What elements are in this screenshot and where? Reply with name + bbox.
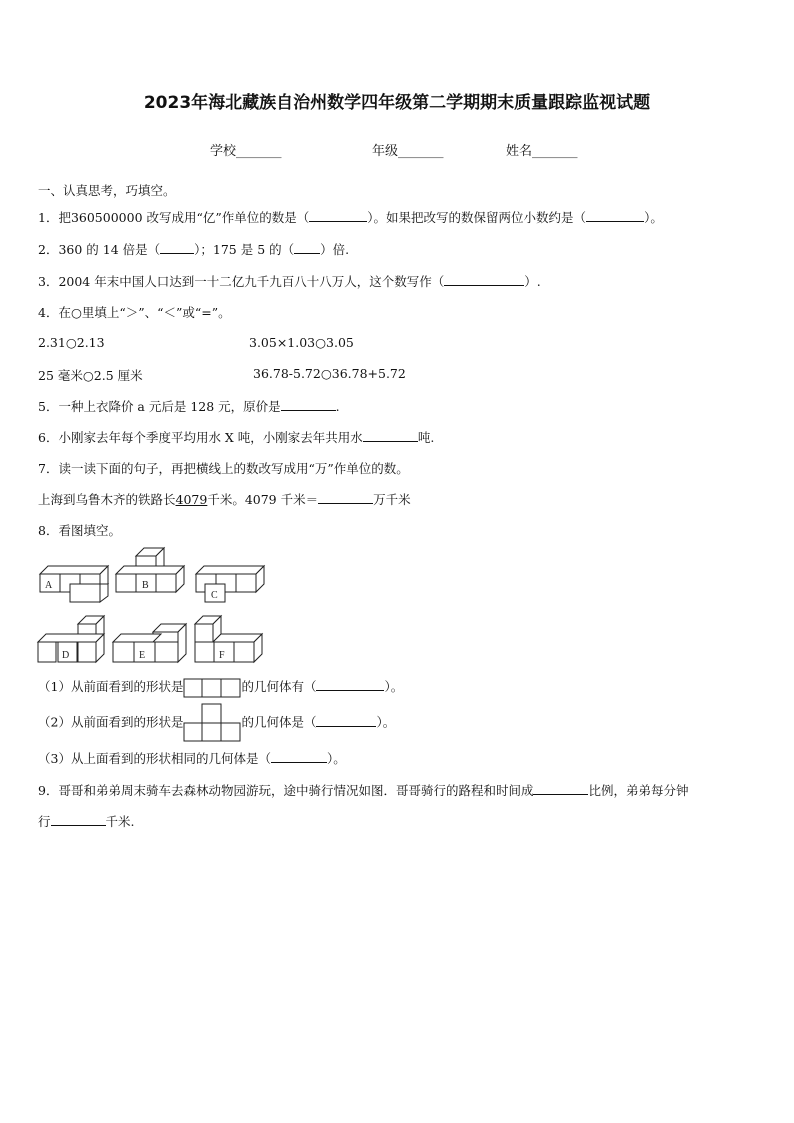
shape-label: E [139,650,146,661]
question-3: 3．2004 年末中国人口达到一十二亿九千九百八十八万人，这个数写作（ ）. [38,274,541,289]
front-view-shape-2 [183,703,241,743]
school-field: 学校_______ [210,144,282,159]
question-8-2: （2）从前面看到的形状是 的几何体是（ ）。 [38,703,395,743]
question-4: 4．在○里填上“＞”、“＜”或“=”。 [38,305,231,320]
solid-e [113,624,186,662]
question-7-line: 上海到乌鲁木齐的铁路长4079千米。4079 千米＝ 万千米 [38,492,411,507]
solid-b [116,548,184,592]
answer-blank [271,749,327,763]
answer-blank [309,208,367,222]
name-field: 姓名_______ [506,144,578,159]
shape-label: C [211,590,218,601]
answer-blank [316,713,376,727]
section-heading: 一、认真思考，巧填空。 [38,183,176,198]
answer-blank [318,490,373,504]
question-9-cont: 行 千米. [38,814,135,829]
solid-f [195,616,262,662]
question-5: 5．一种上衣降价 a 元后是 128 元，原价是 . [38,399,340,414]
cube-figures [0,540,300,670]
answer-blank [533,781,588,795]
front-view-shape-1 [183,678,241,698]
question-8: 8．看图填空。 [38,523,121,538]
compare-item-a: 2.31○2.13 [38,335,105,350]
question-7: 7．读一读下面的句子，再把横线上的数改写成用“万”作单位的数。 [38,461,409,476]
answer-blank [586,208,644,222]
question-6: 6．小刚家去年每个季度平均用水 X 吨，小刚家去年共用水 吨. [38,430,435,445]
grade-field: 年级_______ [372,144,444,159]
answer-blank [444,272,524,286]
solid-a [40,566,108,602]
page-title: 2023年海北藏族自治州数学四年级第二学期期末质量跟踪监视试题 [143,93,651,113]
question-1: 1．把360500000 改写成用“亿”作单位的数是（ ）。如果把改写的数保留两位小数约是（ ）。 [38,210,663,225]
answer-blank [281,397,336,411]
answer-blank [363,428,418,442]
question-2: 2．360 的 14 倍是（ ）；175 是 5 的（ ）倍. [38,242,350,257]
compare-item-d: 36.78-5.72○36.78+5.72 [253,366,406,381]
compare-item-b: 3.05×1.03○3.05 [249,335,354,350]
compare-item-c: 25 毫米○2.5 厘米 [38,368,143,383]
underlined-number: 4079 [175,492,208,507]
shape-label: F [219,650,225,661]
solid-c [196,566,264,602]
answer-blank [160,240,194,254]
shape-label: D [62,650,70,661]
answer-blank [316,677,384,691]
question-9: 9．哥哥和弟弟周末骑车去森林动物园游玩，途中骑行情况如图．哥哥骑行的路程和时间成 比例，弟弟每分钟 [38,783,689,798]
solid-d [38,616,104,662]
shape-label: B [142,580,149,591]
question-8-1: （1）从前面看到的形状是 的几何体有（ ）。 [38,677,403,698]
question-8-3: （3）从上面看到的形状相同的几何体是（ ）。 [38,751,346,766]
shape-label: A [45,580,53,591]
answer-blank [294,240,320,254]
answer-blank [51,812,106,826]
